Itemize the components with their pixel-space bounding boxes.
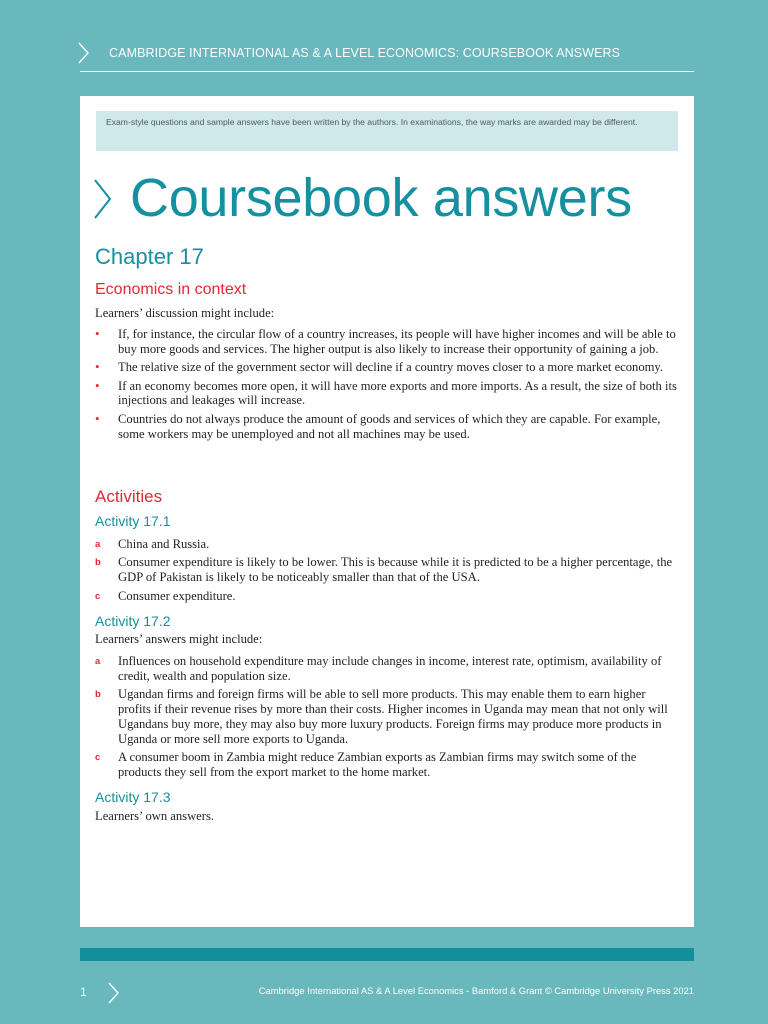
- list-item: [95, 360, 680, 375]
- activity-17-1-heading: Activity 17.1: [95, 513, 171, 529]
- list-item: [95, 687, 680, 746]
- running-header: [0, 0, 768, 75]
- activity-17-1-list: [95, 537, 680, 607]
- chevron-right-icon: [93, 178, 113, 225]
- list-item: [95, 750, 680, 780]
- context-bullet-list: [95, 327, 680, 445]
- activity-17-3-text: Learners’ own answers.: [95, 809, 215, 823]
- book-title-text: Coursebook answers: [130, 168, 632, 228]
- item-text: Consumer expenditure.: [118, 588, 236, 603]
- header-divider: [80, 71, 694, 72]
- bullet-marker: •: [95, 359, 100, 375]
- page-number: 1: [80, 985, 87, 999]
- item-text: China and Russia.: [118, 537, 210, 551]
- item-letter: a: [95, 656, 101, 667]
- item-letter: a: [95, 539, 101, 550]
- item-text: Ugandan firms and foreign firms will be able to sell more products. This may enable them to earn higher profits if their revenue rises by more than their costs. Higher incomes in Uganda may mean that not only will Ugandans buy more, they may also buy more luxury products. Foreign firms may produce more products in Uganda or more sell more exports to Uganda.: [118, 687, 668, 746]
- footer-credit: Cambridge International AS & A Level Economics - Bamford & Grant © Cambridge University Press 2021: [258, 985, 694, 996]
- chevron-right-icon: [108, 982, 120, 1009]
- list-item: [95, 327, 680, 357]
- context-intro: Learners’ discussion might include:: [95, 306, 275, 320]
- bullet-text: The relative size of the government sector will decline if a country moves closer to a more market economy.: [118, 360, 664, 375]
- list-item: [95, 589, 680, 604]
- section-heading-activities: Activities: [95, 487, 163, 506]
- activity-17-3-heading: Activity 17.3: [95, 789, 171, 805]
- chevron-right-icon: [78, 42, 90, 69]
- list-item: [95, 537, 680, 552]
- list-item: [95, 654, 680, 684]
- activity-17-2-list: [95, 654, 680, 783]
- item-letter: b: [95, 689, 101, 701]
- list-item: [95, 379, 680, 409]
- header-title: CAMBRIDGE INTERNATIONAL AS & A LEVEL ECONOMICS: COURSEBOOK ANSWERS: [109, 46, 621, 60]
- chapter-heading: Chapter 17: [95, 244, 204, 269]
- list-item: [95, 555, 680, 585]
- item-letter: c: [95, 751, 101, 763]
- item-letter: b: [95, 557, 101, 569]
- item-text: A consumer boom in Zambia might reduce Zambian exports as Zambian firms may switch some of the products they sell from the export market to the home market.: [118, 749, 637, 779]
- bullet-marker: •: [95, 326, 100, 341]
- bullet-marker: •: [95, 377, 100, 393]
- item-text: Influences on household expenditure may include changes in income, interest rate, optimism, availability of credit, wealth and population size.: [118, 654, 662, 683]
- activity-17-2-heading: Activity 17.2: [95, 613, 171, 629]
- bullet-marker: •: [95, 410, 100, 426]
- activity-17-2-intro: Learners’ answers might include:: [95, 632, 263, 646]
- item-text: Consumer expenditure is likely to be lower. This is because while it is predicted to be a higher percentage, the GDP of Pakistan is likely to be noticeably smaller than that of the USA.: [118, 555, 673, 585]
- bullet-text: If, for instance, the circular flow of a country increases, its people will have higher incomes and will be able to buy more goods and services. The higher output is also likely to increase their opportunity of gaining a job.: [118, 327, 676, 356]
- section-heading-context: Economics in context: [95, 281, 247, 298]
- bullet-text: Countries do not always produce the amount of goods and services of which they are capable. For example, some workers may be unemployed and not all machines may be used.: [118, 411, 661, 441]
- list-item: [95, 412, 680, 442]
- item-letter: c: [95, 590, 101, 602]
- exam-notice: Exam-style questions and sample answers have been written by the authors. In examinations, the way marks are awarded may be different.: [96, 111, 678, 151]
- bullet-text: If an economy becomes more open, it will have more exports and more imports. As a result, the size of both its injections and leakages will increase.: [118, 378, 677, 408]
- footer-band: [80, 948, 694, 961]
